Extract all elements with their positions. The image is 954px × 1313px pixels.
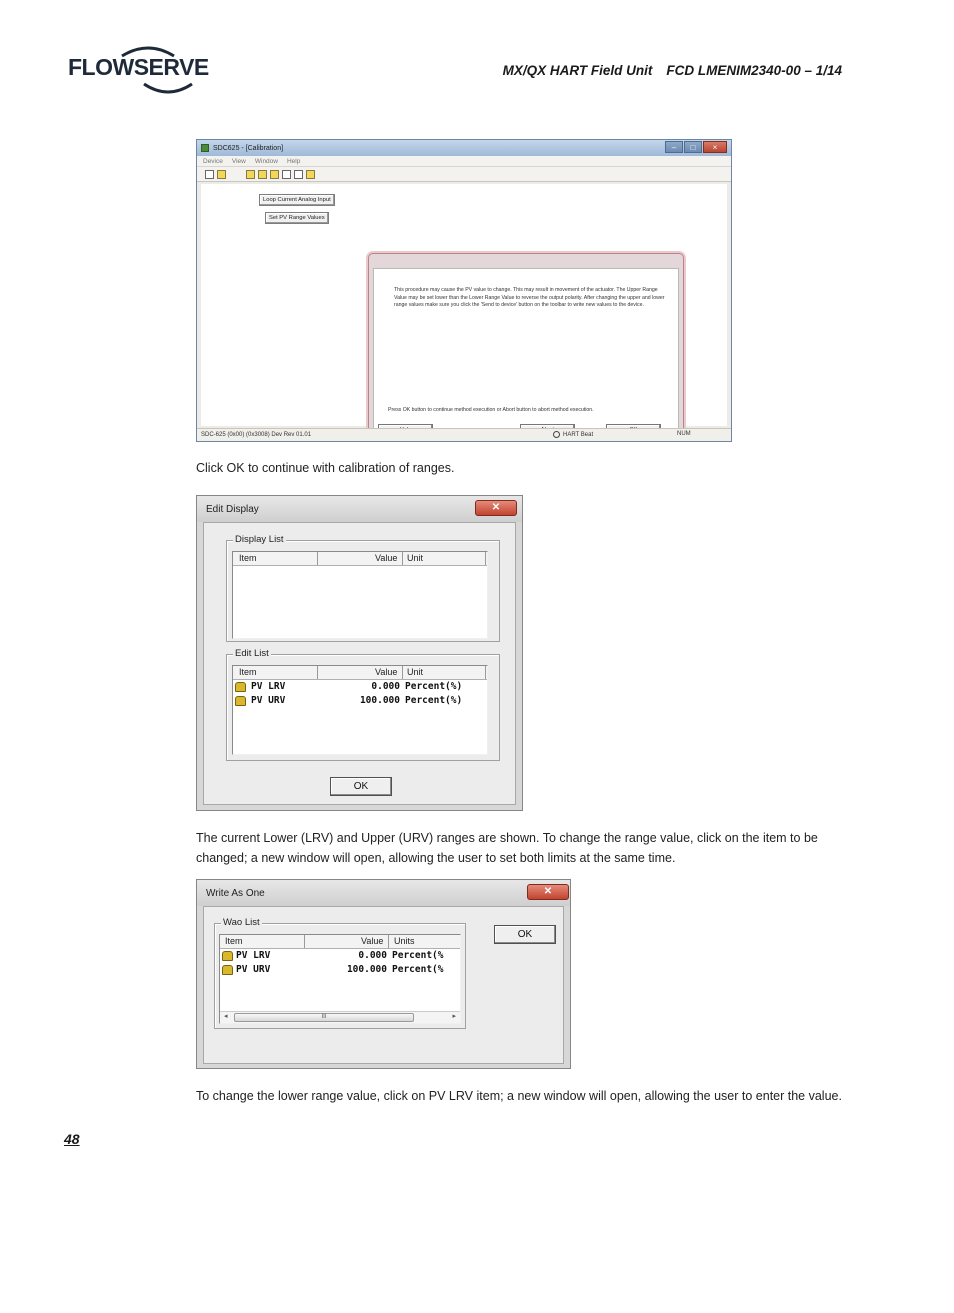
- toolbar-device-icon[interactable]: [246, 170, 255, 179]
- horizontal-scrollbar[interactable]: [220, 1011, 460, 1023]
- caption-lrv: To change the lower range value, click on PV LRV item; a new window will open, allowing the user to enter the value.: [196, 1089, 842, 1103]
- variable-icon: [235, 682, 246, 692]
- col-value[interactable]: Value: [375, 667, 398, 677]
- edit-display-dialog: [196, 495, 523, 811]
- write-as-one-titlebar: [197, 880, 570, 906]
- scroll-thumb-grip: III: [321, 1014, 327, 1020]
- wao-list-header: [220, 935, 460, 949]
- new-document-icon[interactable]: [205, 170, 214, 179]
- caption-ranges: The current Lower (LRV) and Upper (URV) ranges are shown. To change the range value, click on the item to be changed; a new window will open, allowing the user to set both limits at the same time.: [196, 831, 818, 865]
- row-unit: Percent(%: [392, 950, 444, 961]
- display-list-group: [226, 534, 500, 642]
- toolbar-save-icon[interactable]: [270, 170, 279, 179]
- num-lock-indicator: NUM: [677, 431, 691, 437]
- col-value[interactable]: Value: [375, 553, 398, 563]
- method-dialog: [368, 253, 684, 442]
- menu-item-view[interactable]: View: [231, 157, 246, 165]
- col-unit[interactable]: Unit: [407, 553, 424, 563]
- send-to-device-icon[interactable]: [294, 170, 303, 179]
- table-row[interactable]: [220, 949, 460, 963]
- edit-list-label: Edit List: [235, 648, 269, 659]
- flowserve-logo: [68, 46, 208, 96]
- edit-list-header: [233, 666, 487, 680]
- row-value: 0.000: [358, 950, 387, 961]
- toolbar: [197, 167, 731, 182]
- edit-display-titlebar: [197, 496, 522, 522]
- menu-item-help[interactable]: Help: [286, 157, 301, 165]
- table-row[interactable]: [220, 963, 460, 977]
- open-folder-icon[interactable]: [217, 170, 226, 179]
- edit-list-view[interactable]: [232, 665, 488, 755]
- write-as-one-title: Write As One: [206, 887, 265, 899]
- edit-display-title: Edit Display: [206, 503, 259, 515]
- write-as-one-dialog: [196, 879, 571, 1069]
- wao-list-label: Wao List: [223, 917, 260, 928]
- row-value: 100.000: [346, 964, 387, 975]
- table-row[interactable]: [233, 694, 487, 708]
- col-value[interactable]: Value: [361, 936, 384, 946]
- minimize-button[interactable]: –: [665, 141, 683, 153]
- doc-title: MX/QX HART Field Unit: [502, 63, 653, 78]
- ok-button[interactable]: OK: [494, 925, 556, 944]
- close-button[interactable]: ×: [703, 141, 727, 153]
- menu-item-window[interactable]: Window: [254, 157, 278, 165]
- window-title: SDC625 - [Calibration]: [213, 144, 284, 152]
- page-number: 48: [64, 1131, 80, 1147]
- row-unit: Percent(%): [405, 695, 463, 706]
- window-titlebar: [197, 140, 731, 156]
- heartbeat-label: HART Beat: [563, 431, 594, 438]
- wao-list-group: [214, 917, 466, 1029]
- close-button[interactable]: ✕: [527, 884, 569, 900]
- loop-current-button[interactable]: Loop Current Analog Input: [259, 194, 335, 206]
- close-button[interactable]: ✕: [475, 500, 517, 516]
- scroll-left-icon[interactable]: ◂: [224, 1013, 228, 1020]
- method-dialog-content: [373, 268, 679, 442]
- maximize-button[interactable]: □: [684, 141, 702, 153]
- menu-item-device[interactable]: Device: [203, 157, 223, 165]
- row-item: PV LRV: [236, 950, 271, 961]
- window-controls: [665, 141, 727, 153]
- row-item: PV URV: [251, 695, 286, 706]
- variable-icon: [222, 965, 233, 975]
- toolbar-refresh-icon[interactable]: [258, 170, 267, 179]
- display-list-view[interactable]: [232, 551, 488, 639]
- display-list-label: Display List: [235, 534, 284, 545]
- col-item[interactable]: Item: [239, 553, 257, 563]
- col-item[interactable]: Item: [225, 936, 243, 946]
- status-bar: [197, 428, 731, 441]
- menu-bar: [197, 156, 731, 167]
- heartbeat-icon: [553, 431, 560, 438]
- row-unit: Percent(%: [392, 964, 444, 975]
- table-row[interactable]: [233, 680, 487, 694]
- calibration-window: [196, 139, 732, 442]
- print-icon[interactable]: [282, 170, 291, 179]
- ok-button[interactable]: OK: [330, 777, 392, 796]
- col-units[interactable]: Units: [394, 936, 415, 946]
- caption-ok: Click OK to continue with calibration of ranges.: [196, 461, 455, 475]
- wao-list-view[interactable]: [219, 934, 461, 1024]
- row-item: PV URV: [236, 964, 271, 975]
- heartbeat-indicator: [553, 431, 593, 438]
- row-unit: Percent(%): [405, 681, 463, 692]
- col-unit[interactable]: Unit: [407, 667, 424, 677]
- scroll-thumb[interactable]: [234, 1013, 414, 1022]
- row-item: PV LRV: [251, 681, 286, 692]
- method-message: This procedure may cause the PV value to change. This may result in movement of the actuator. The Upper Range Value may be set lower than the Lower Range Value to reverse the output polarity. After changing the upper and lower range values make sure you click the 'Send to device' button on the toolbar to write new values to the device.: [394, 287, 665, 308]
- app-icon: [201, 144, 209, 152]
- display-list-header: [233, 552, 487, 566]
- row-value: 100.000: [359, 695, 400, 706]
- toolbar-help-icon[interactable]: [306, 170, 315, 179]
- document-header: [503, 63, 842, 78]
- doc-code: FCD LMENIM2340-00 – 1/14: [666, 63, 842, 78]
- edit-list-group: [226, 648, 500, 761]
- calibration-client-area: [201, 184, 727, 426]
- method-prompt: Press OK button to continue method execution or Abort button to abort method execution.: [388, 407, 594, 413]
- scroll-right-icon[interactable]: ▸: [452, 1013, 456, 1020]
- variable-icon: [222, 951, 233, 961]
- write-as-one-body: [203, 906, 564, 1064]
- status-device: SDC-625 (0x00) (0x3008) Dev Rev 01.01: [201, 432, 312, 438]
- edit-display-body: [203, 522, 516, 805]
- brand-name: FLOWSERVE: [68, 54, 209, 80]
- row-value: 0.000: [371, 681, 400, 692]
- set-pv-range-button[interactable]: Set PV Range Values: [265, 212, 329, 224]
- col-item[interactable]: Item: [239, 667, 257, 677]
- variable-icon: [235, 696, 246, 706]
